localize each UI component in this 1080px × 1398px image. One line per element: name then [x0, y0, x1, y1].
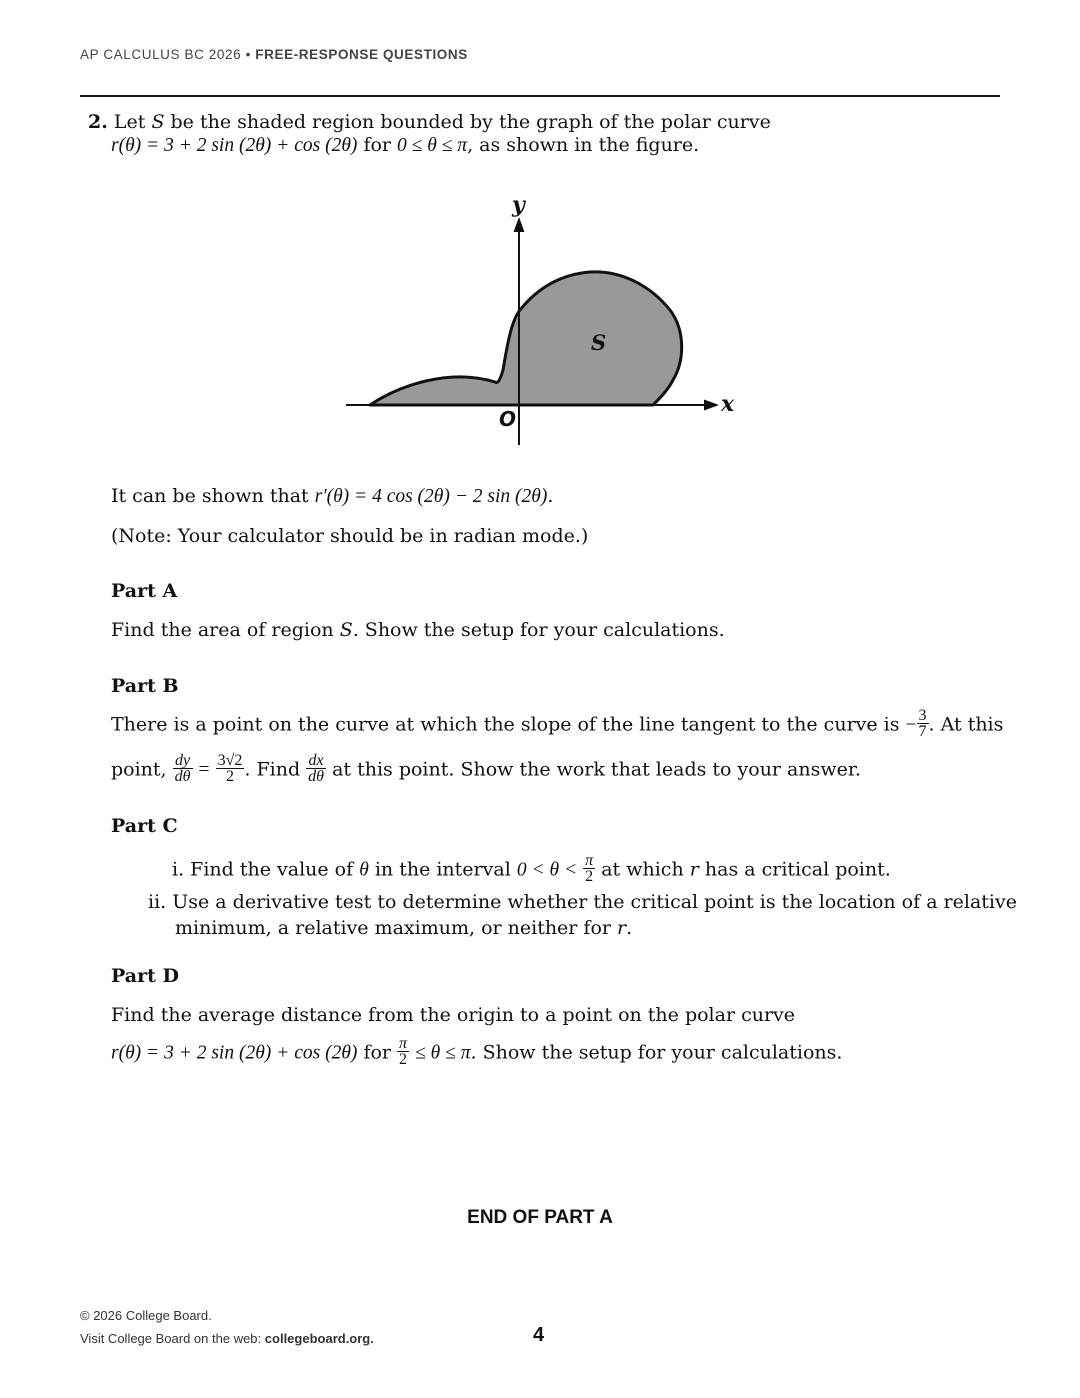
end-of-part-text: END OF PART A	[467, 1207, 613, 1228]
pi-over-2-fraction: $\frac{\pi}{2}$	[585, 852, 594, 885]
y-axis-arrow	[514, 217, 525, 232]
y-axis-label: y	[512, 192, 525, 218]
origin-label: O	[499, 407, 517, 431]
question-intro-line-2: r(θ) = 3 + 2 sin (2θ) + cos (2θ) for 0 ≤ θ ≤ π, as shown in the figure.	[111, 134, 700, 156]
footer-copyright: © 2026 College Board.	[80, 1308, 212, 1323]
header-separator: •	[245, 47, 251, 62]
footer-url-link[interactable]: collegeboard.org.	[264, 1331, 374, 1346]
shaded-region-s	[370, 272, 682, 405]
derivative-equation: r′(θ) = 4 cos (2θ) − 2 sin (2θ)	[314, 486, 548, 507]
derivative-statement: It can be shown that r′(θ) = 4 cos (2θ) − 2 sin (2θ).	[111, 485, 554, 507]
dy-dtheta-fraction: $\frac{dy}{d\theta}$	[174, 752, 191, 785]
part-d-heading: Part D	[111, 965, 179, 987]
footer-visit: Visit College Board on the web: collegeboard.org.	[80, 1331, 374, 1346]
question-intro-line-1: 2. Let S be the shaded region bounded by the graph of the polar curve	[88, 111, 771, 133]
x-axis-label: x	[721, 391, 735, 417]
calculator-note: (Note: Your calculator should be in radian mode.)	[111, 525, 589, 547]
part-b-heading: Part B	[111, 675, 179, 697]
part-b-line-1: There is a point on the curve at which the slope of the line tangent to the curve is − $\frac{3}{7}$ . At this	[111, 707, 1004, 740]
part-d-line-2: r(θ) = 3 + 2 sin (2θ) + cos (2θ) for $\frac{\pi}{2}$ ≤ θ ≤ π. Show the setup for your calculations.	[111, 1035, 843, 1068]
theta-domain: 0 ≤ θ ≤ π	[397, 135, 468, 156]
question-number: 2.	[88, 111, 108, 133]
curve-equation: r(θ) = 3 + 2 sin (2θ) + cos (2θ)	[111, 135, 358, 156]
course-title: AP CALCULUS BC 2026	[80, 47, 242, 62]
part-c-heading: Part C	[111, 815, 178, 837]
part-b-line-2: point, $\frac{dy}{d\theta}$ = $\frac{3√2}{2}$ . Find $\frac{dx}{d\theta}$ at this point. Show the work that leads to your answer.	[111, 752, 861, 785]
item-ii-label: ii.	[148, 891, 167, 913]
polar-curve-figure	[340, 190, 750, 455]
part-c-item-i: i. Find the value of θ in the interval 0 < θ < $\frac{\pi}{2}$ at which r has a critical point.	[172, 852, 891, 885]
header-rule	[80, 95, 1000, 97]
part-c-item-ii-line-1: ii. Use a derivative test to determine whether the critical point is the location of a relative	[148, 891, 1017, 913]
part-c-item-ii-line-2: minimum, a relative maximum, or neither for r.	[175, 917, 633, 939]
part-a-heading: Part A	[111, 580, 178, 602]
page-number: 4	[533, 1324, 545, 1346]
pi-over-2-fraction-d: $\frac{\pi}{2}$	[399, 1035, 408, 1068]
slope-fraction: $\frac{3}{7}$	[918, 707, 927, 740]
part-d-curve-equation: r(θ) = 3 + 2 sin (2θ) + cos (2θ)	[111, 1042, 358, 1064]
x-axis-arrow	[704, 400, 719, 411]
section-title: FREE-RESPONSE QUESTIONS	[255, 47, 468, 62]
item-i-label: i.	[172, 858, 185, 881]
region-label: S	[591, 330, 607, 355]
part-d-line-1: Find the average distance from the origin to a point on the polar curve	[111, 1004, 796, 1026]
value-fraction: $\frac{3√2}{2}$	[217, 752, 243, 785]
page-header	[80, 47, 468, 62]
dx-dtheta-fraction: $\frac{dx}{d\theta}$	[308, 752, 325, 785]
part-a-text: Find the area of region S. Show the setup for your calculations.	[111, 619, 725, 641]
